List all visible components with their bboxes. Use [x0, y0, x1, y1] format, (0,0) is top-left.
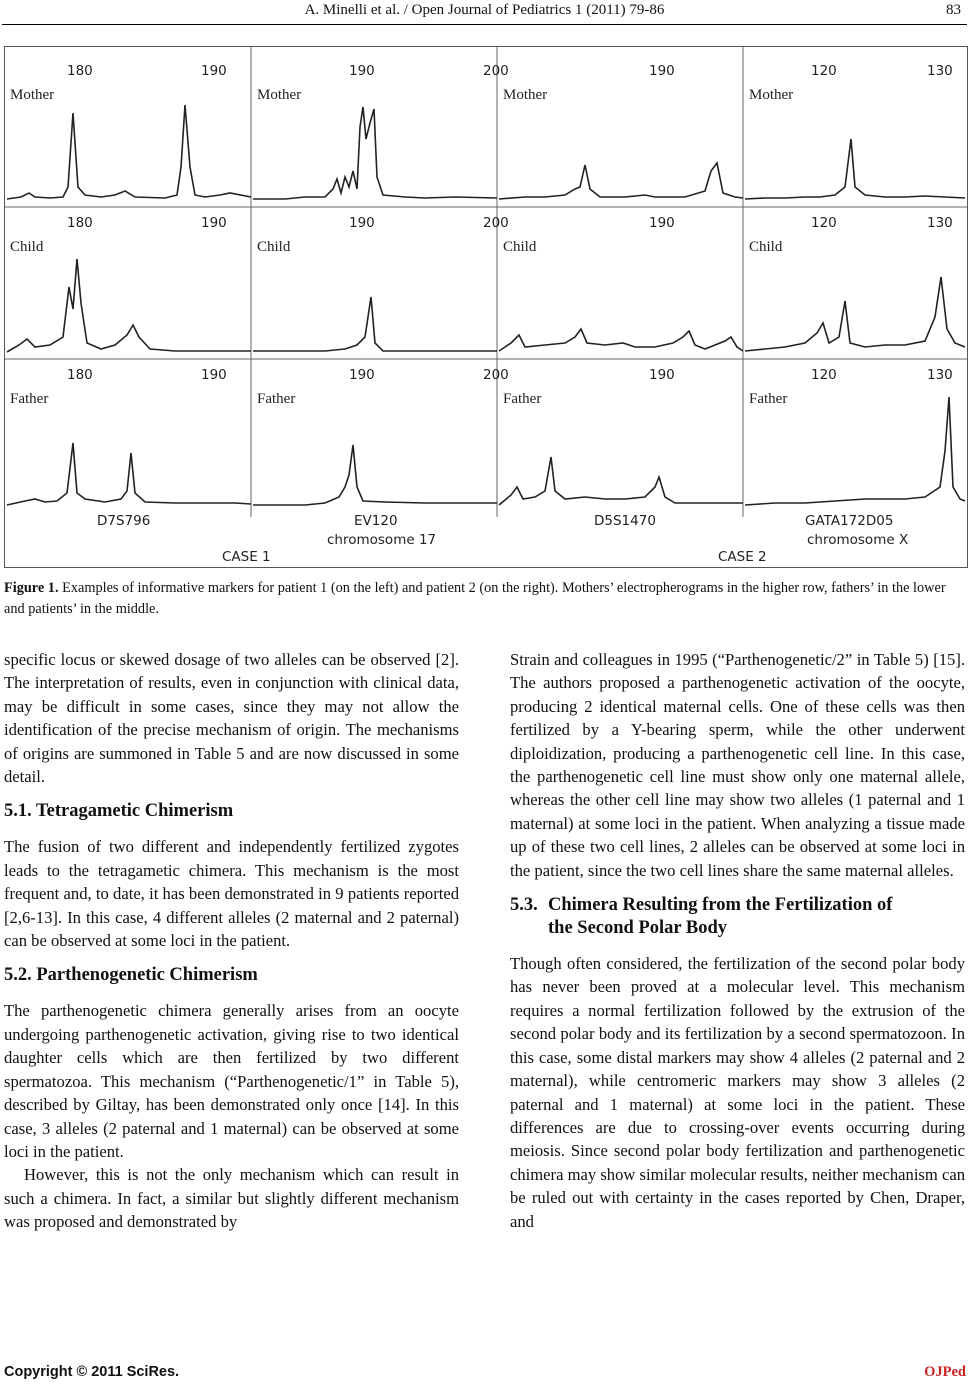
left-column: [4, 648, 459, 1234]
paragraph: Though often considered, the fertilization of the second polar body has never been proved at a molecular level. This mechanism requires a normal fertilization followed by the extrusion of the second polar body and its fertilization by a second spermatozoon. In this case, some distal markers may show 4 alleles (2 paternal and 2 maternal), while centromeric markers may show 3 alleles (2 paternal and 1 maternal) at some loci in the patient. These differences are due to crossing-over events occurring during meiosis. Since second polar body fertilization and parthenogenetic chimera may show similar molecular results, neither mechanism can be ruled out with certainty in the cases reported by Chen, Draper, and: [510, 954, 965, 1231]
page-number: 83: [946, 2, 961, 18]
trace-mother-gata172d05: [745, 139, 965, 199]
row-label-child: Child: [503, 239, 537, 255]
header-rule: [2, 24, 967, 25]
marker-label: D5S1470: [594, 513, 656, 529]
trace-child-d5s1470: [499, 329, 743, 351]
row-label-mother: Mother: [749, 87, 794, 103]
row-label-father: Father: [257, 391, 296, 407]
figure-caption: [4, 578, 966, 620]
tick-label: 190: [649, 215, 675, 231]
marker-label: D7S796: [97, 513, 151, 529]
tick-label: 180: [67, 63, 93, 79]
case-label: CASE 2: [718, 549, 767, 565]
row-label-mother: Mother: [10, 87, 55, 103]
paragraph: The fusion of two different and independently fertilized zygotes leads to the tetragametic chimera. This mechanism is the most frequent and, to date, it has been demonstrated in 9 patients reported [2,6-13]. In this case, 4 different alleles (2 maternal and 2 paternal) can be observed at some loci in the patient.: [4, 837, 459, 951]
row-label-father: Father: [749, 391, 788, 407]
trace-father-d5s1470: [499, 457, 743, 505]
section-heading: [510, 894, 965, 940]
tick-label: 190: [349, 367, 375, 383]
running-head: A. Minelli et al. / Open Journal of Pediatrics 1 (2011) 79-86: [304, 2, 665, 18]
row-label-mother: Mother: [257, 87, 302, 103]
row-label-father: Father: [10, 391, 49, 407]
tick-label: 130: [927, 367, 953, 383]
tick-label: 120: [811, 367, 837, 383]
section-title-line: Chimera Resulting from the Fertilization of: [548, 895, 893, 916]
tick-label: 200: [483, 215, 509, 231]
row-label-father: Father: [503, 391, 542, 407]
marker-label: GATA172D05: [805, 513, 894, 529]
tick-label: 120: [811, 215, 837, 231]
tick-label: 190: [201, 63, 227, 79]
chromosome-label: chromosome X: [807, 532, 909, 548]
row-label-child: Child: [257, 239, 291, 255]
marker-label: EV120: [354, 513, 398, 529]
tick-label: 190: [349, 63, 375, 79]
chromosome-label: chromosome 17: [327, 532, 437, 548]
tick-label: 180: [67, 367, 93, 383]
caption-text: Examples of informative markers for patient 1 (on the left) and patient 2 (on the right). Mothers’ electropherograms in the higher row, fathers’ in the lower and patients’ in the middle.: [4, 580, 946, 617]
trace-mother-d5s1470: [499, 163, 743, 199]
paragraph: Strain and colleagues in 1995 (“Parthenogenetic/2” in Table 5) [15]. The authors proposed a parthenogenetic activation of the oocyte, producing 2 identical maternal cells. One of these cells was then fertilized by a Y-bearing sperm, while the other underwent diploidization, producing a parthenogenetic cell line. In this case, the parthenogenetic cell line must show only one maternal allele, whereas the other cell line may show two alleles (1 paternal and 1 maternal) at some loci in the patient. When analyzing a tissue made up of these two cell lines, 2 alleles can be observed at some loci in the patient, since the two cell lines share the same maternal alleles.: [510, 650, 965, 880]
section-heading: 5.2. Parthenogenetic Chimerism: [4, 965, 258, 986]
case-label: CASE 1: [222, 549, 271, 565]
tick-label: 200: [483, 367, 509, 383]
figure-1-electropherograms: [4, 46, 968, 568]
tick-label: 190: [649, 367, 675, 383]
section-heading: 5.1. Tetragametic Chimerism: [4, 801, 234, 822]
row-label-child: Child: [749, 239, 783, 255]
tick-label: 190: [201, 367, 227, 383]
trace-mother-ev120: [253, 107, 497, 199]
trace-child-gata172d05: [745, 277, 965, 351]
tick-label: 200: [483, 63, 509, 79]
paragraph: However, this is not the only mechanism which can result in such a chimera. In fact, a similar but slightly different mechanism was proposed and demonstrated by: [4, 1165, 459, 1232]
copyright: Copyright © 2011 SciRes.: [4, 1364, 180, 1380]
trace-mother-d7s796: [7, 105, 251, 199]
right-column: [510, 648, 965, 1233]
tick-label: 180: [67, 215, 93, 231]
tick-label: 120: [811, 63, 837, 79]
page-header: [0, 2, 969, 24]
tick-label: 190: [349, 215, 375, 231]
page-footer: [4, 1364, 966, 1384]
paragraph: The parthenogenetic chimera generally arises from an oocyte undergoing parthenogenetic activation, giving rise to two identical daughter cells which are then fertilized by two different spermatozoa. This mechanism (“Parthenogenetic/1” in Table 5), described by Giltay, has been demonstrated only once [14]. In this case, 3 alleles (2 paternal and 1 maternal) can be observed at some loci in the patient.: [4, 1001, 459, 1161]
trace-father-ev120: [253, 445, 497, 505]
trace-father-d7s796: [7, 443, 251, 505]
caption-lead: Figure 1.: [4, 580, 59, 596]
row-label-mother: Mother: [503, 87, 548, 103]
tick-label: 130: [927, 63, 953, 79]
trace-father-gata172d05: [745, 397, 965, 505]
tick-label: 130: [927, 215, 953, 231]
paragraph: specific locus or skewed dosage of two alleles can be observed [2]. The interpretation of results, even in conjunction with clinical data, may be difficult in some cases, since they may not allow the identification of the precise mechanism of origin. The mechanisms of origins are summoned in Table 5 and are now discussed in some detail.: [4, 650, 459, 787]
section-number: 5.3.: [510, 895, 538, 916]
section-title-line: the Second Polar Body: [548, 918, 728, 939]
tick-label: 190: [649, 63, 675, 79]
tick-label: 190: [201, 215, 227, 231]
trace-child-d7s796: [7, 259, 251, 352]
trace-child-ev120: [253, 297, 497, 351]
journal-abbrev: OJPed: [924, 1364, 966, 1380]
row-label-child: Child: [10, 239, 44, 255]
